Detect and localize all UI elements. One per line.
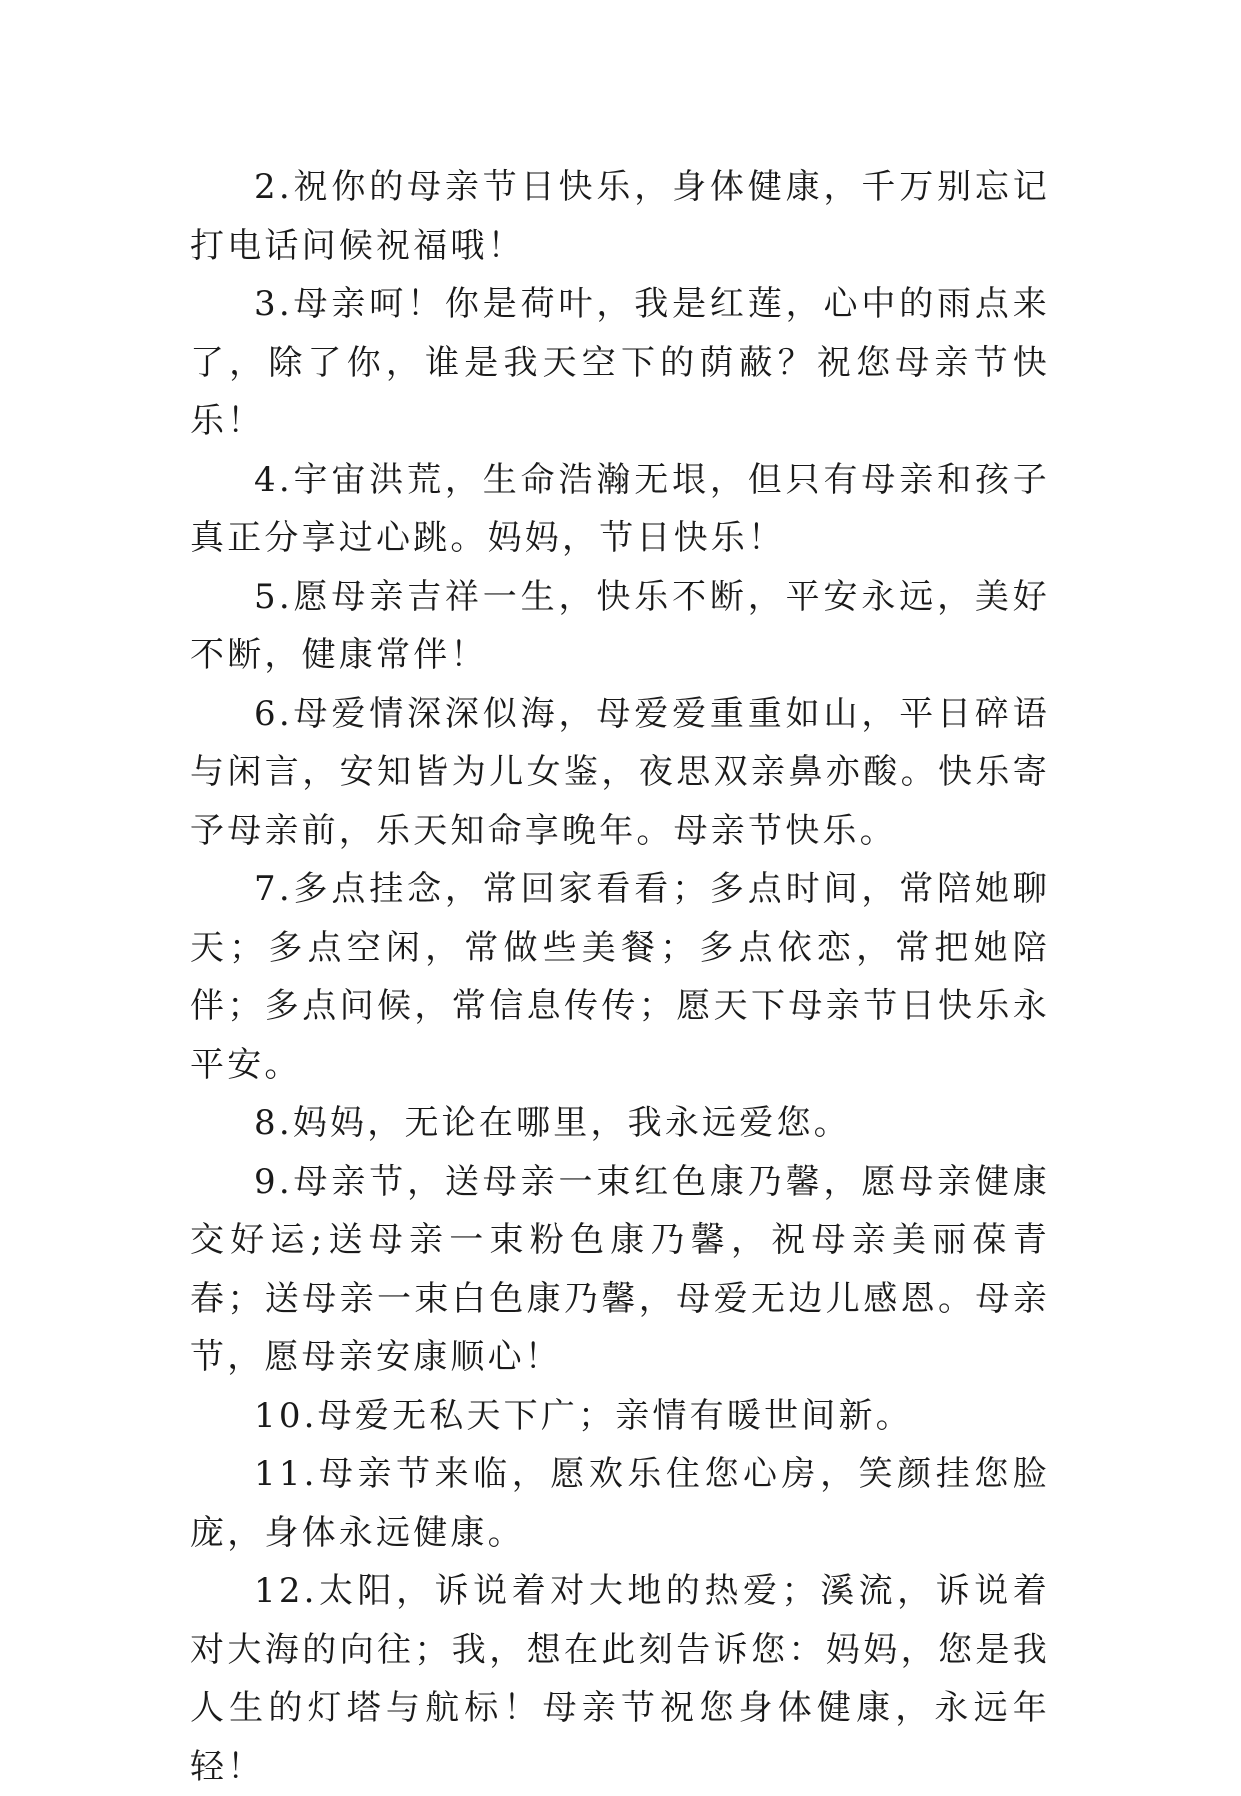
paragraph-12: 12.太阳，诉说着对大地的热爱；溪流，诉说着对大海的向往；我，想在此刻告诉您：妈妈，您是我人生的灯塔与航标！母亲节祝您身体健康，永远年轻！ <box>190 1571 1050 1787</box>
paragraph-11: 11.母亲节来临，愿欢乐住您心房，笑颜挂您脸庞，身体永远健康。 <box>190 1454 1050 1553</box>
paragraph-2: 2.祝你的母亲节日快乐，身体健康，千万别忘记打电话问候祝福哦！ <box>190 167 1050 266</box>
document-body <box>190 158 1050 1796</box>
paragraph-3: 3.母亲呵！你是荷叶，我是红莲，心中的雨点来了，除了你，谁是我天空下的荫蔽？祝您母亲节快乐！ <box>190 284 1050 441</box>
paragraph-8: 8.妈妈，无论在哪里，我永远爱您。 <box>254 1103 851 1143</box>
paragraph-4: 4.宇宙洪荒，生命浩瀚无垠，但只有母亲和孩子真正分享过心跳。妈妈，节日快乐！ <box>190 459 1050 558</box>
paragraph-9: 9.母亲节，送母亲一束红色康乃馨，愿母亲健康交好运;送母亲一束粉色康乃馨，祝母亲美丽葆青春；送母亲一束白色康乃馨，母爱无边儿感恩。母亲节，愿母亲安康顺心！ <box>190 1161 1050 1377</box>
paragraph-7: 7.多点挂念，常回家看看；多点时间，常陪她聊天；多点空闲，常做些美餐；多点依恋，常把她陪伴；多点问候，常信息传传；愿天下母亲节日快乐永平安。 <box>190 869 1050 1085</box>
paragraph-5: 5.愿母亲吉祥一生，快乐不断，平安永远，美好不断，健康常伴！ <box>190 576 1050 675</box>
paragraph-6: 6.母爱情深深似海，母爱爱重重如山，平日碎语与闲言，安知皆为儿女鉴，夜思双亲鼻亦酸。快乐寄予母亲前，乐天知命享晚年。母亲节快乐。 <box>190 693 1050 851</box>
paragraph-10: 10.母爱无私天下广；亲情有暖世间新。 <box>254 1395 913 1436</box>
